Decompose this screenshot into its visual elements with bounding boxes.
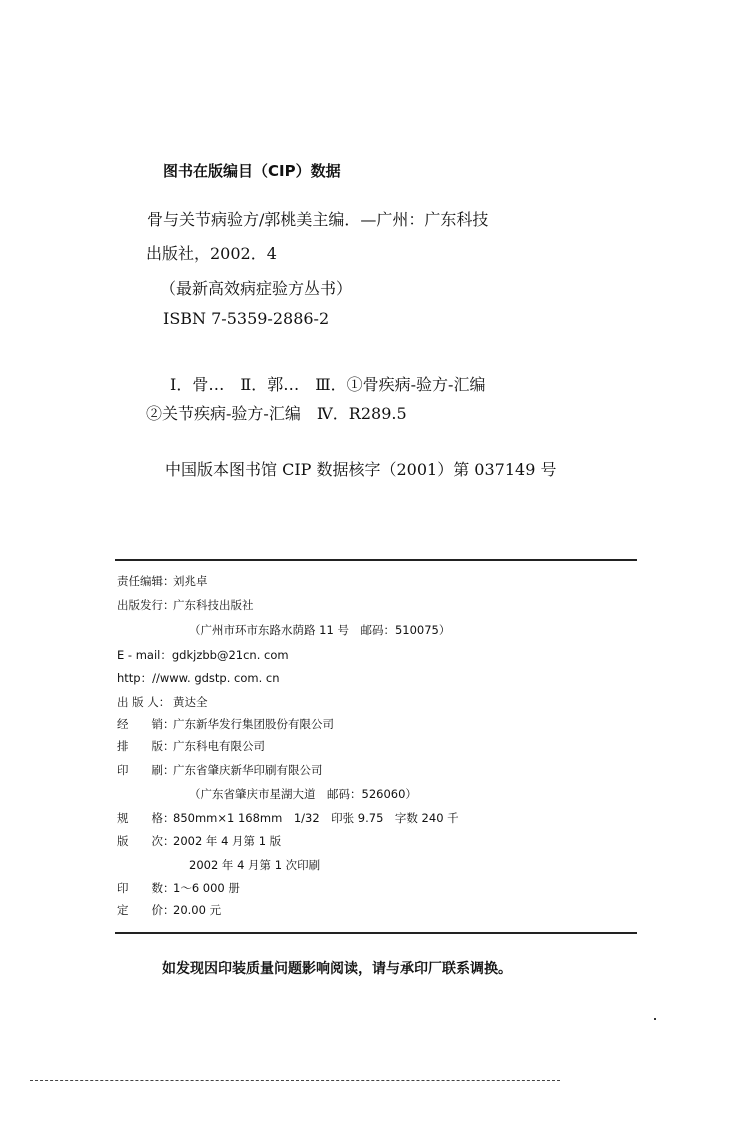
detail-value: //www. gdstp. com. cn <box>152 671 280 685</box>
divider-top <box>115 559 637 561</box>
detail-value: 广东新华发行集团股份有限公司 <box>173 717 334 731</box>
scan-edge-line <box>30 1080 560 1081</box>
detail-value: 广东科技出版社 <box>173 598 254 612</box>
detail-value: 2002 年 4 月第 1 版 <box>173 834 282 848</box>
detail-value: （广州市环市东路水荫路 11 号 邮码：510075） <box>189 623 451 637</box>
detail-value: 1～6 000 册 <box>173 881 240 895</box>
detail-value: 刘兆卓 <box>173 574 208 588</box>
detail-label: 出 版 人： <box>117 695 171 709</box>
cip-publisher-line: 出版社，2002．4 <box>146 244 277 263</box>
detail-label: 定 价： <box>117 903 175 917</box>
detail-row <box>117 762 323 778</box>
detail-row <box>117 857 320 873</box>
quality-notice: 如发现因印装质量问题影响阅读，请与承印厂联系调换。 <box>162 961 512 977</box>
detail-label: 印 刷： <box>117 763 175 777</box>
detail-row <box>117 902 221 918</box>
detail-row <box>117 810 459 826</box>
cip-subjects-2: ②关节疾病-验方-汇编 Ⅳ．R289.5 <box>146 404 407 423</box>
detail-row <box>117 833 281 849</box>
detail-row <box>117 786 417 802</box>
detail-label: 印 数： <box>117 881 175 895</box>
detail-row <box>117 716 334 732</box>
cip-title-line: 骨与关节病验方/郭桃美主编．—广州：广东科技 <box>147 210 489 229</box>
detail-value: 2002 年 4 月第 1 次印刷 <box>189 858 321 872</box>
detail-row <box>117 573 208 589</box>
detail-value: （广东省肇庆市星湖大道 邮码：526060） <box>189 787 417 801</box>
cip-heading: 图书在版编目（CIP）数据 <box>163 162 341 180</box>
detail-value: gdkjzbb@21cn. com <box>171 648 289 662</box>
detail-label: 版 次： <box>117 834 175 848</box>
cip-subjects-1: Ⅰ．骨… Ⅱ．郭… Ⅲ．①骨疾病-验方-汇编 <box>170 375 486 394</box>
detail-label: 出版发行： <box>117 598 175 612</box>
detail-label: 责任编辑： <box>117 574 175 588</box>
detail-value: 黄达全 <box>173 695 208 709</box>
detail-label: 排 版： <box>117 739 175 753</box>
scan-speck <box>654 1018 656 1020</box>
detail-row <box>117 622 450 638</box>
detail-row <box>117 647 289 663</box>
detail-label: E - mail： <box>117 648 172 662</box>
cip-series: （最新高效病症验方丛书） <box>160 279 353 298</box>
detail-row <box>117 597 254 613</box>
detail-value: 广东科电有限公司 <box>173 739 265 753</box>
detail-value: 20.00 元 <box>173 903 222 917</box>
detail-row <box>117 880 240 896</box>
detail-label: http： <box>117 671 153 685</box>
detail-value: 广东省肇庆新华印刷有限公司 <box>173 763 323 777</box>
detail-label: 经 销： <box>117 717 175 731</box>
detail-row <box>117 670 280 686</box>
cip-number: 中国版本图书馆 CIP 数据核字（2001）第 037149 号 <box>165 460 557 479</box>
divider-bottom <box>115 932 637 934</box>
cip-isbn: ISBN 7-5359-2886-2 <box>163 309 330 328</box>
detail-row <box>117 738 265 754</box>
detail-value: 850mm×1 168mm 1/32 印张 9.75 字数 240 千 <box>173 811 459 825</box>
detail-label: 规 格： <box>117 811 175 825</box>
detail-row <box>117 694 208 710</box>
